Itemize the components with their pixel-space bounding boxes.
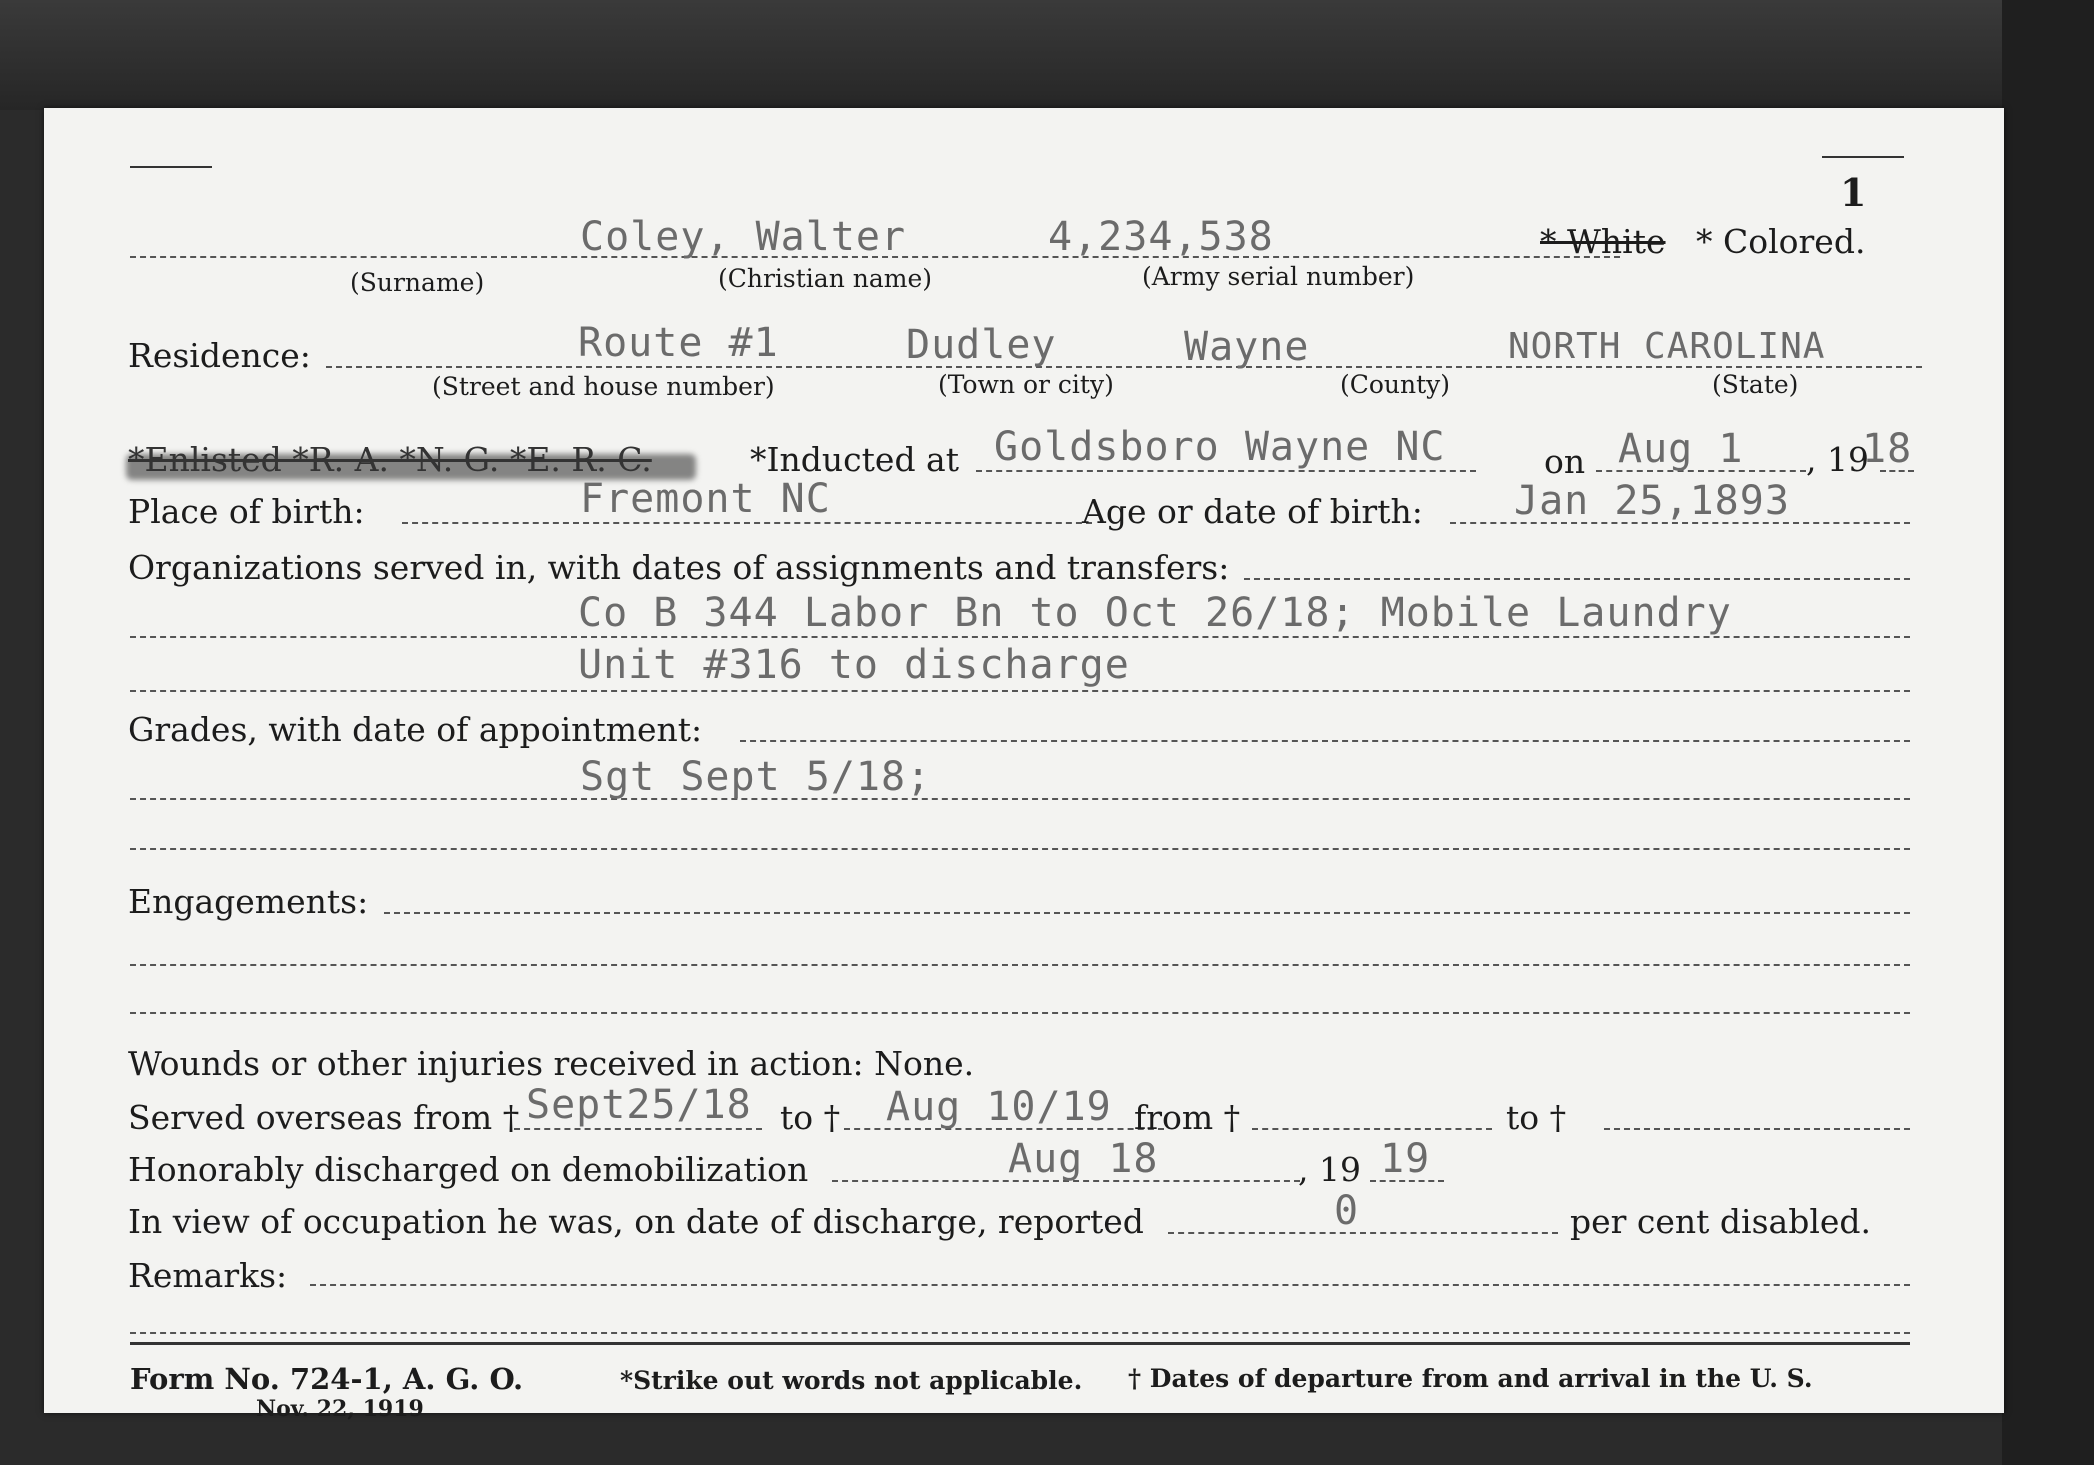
state-caption: (State) xyxy=(1712,370,1799,399)
place-of-birth-line xyxy=(402,522,1092,524)
serial-caption: (Army serial number) xyxy=(1142,262,1415,291)
overseas-from-value: Sept25/18 xyxy=(526,1082,752,1128)
discharge-date-value: Aug 18 xyxy=(1008,1136,1159,1182)
street-caption: (Street and house number) xyxy=(432,372,775,401)
residence-state: NORTH CAROLINA xyxy=(1508,326,1826,367)
form-number: Form No. 724-1, A. G. O. xyxy=(130,1362,524,1396)
service-record-card xyxy=(44,108,2004,1422)
inducted-line xyxy=(976,470,1476,472)
name-value: Coley, Walter xyxy=(580,214,907,260)
town-caption: (Town or city) xyxy=(938,370,1114,399)
overseas-to2-line xyxy=(1604,1128,1910,1130)
remarks-line-1 xyxy=(130,1332,1910,1334)
engagements-label: Engagements: xyxy=(128,882,369,921)
grades-label: Grades, with date of appointment: xyxy=(128,710,703,749)
place-of-birth-label: Place of birth: xyxy=(128,492,365,531)
enlisted-options: *Enlisted *R. A. *N. G. *E. R. C. xyxy=(128,440,652,479)
wounds-text: Wounds or other injuries received in action: None. xyxy=(128,1044,975,1083)
organizations-line-2 xyxy=(130,690,1910,692)
organizations-value-2: Unit #316 to discharge xyxy=(578,642,1130,688)
inducted-on-value: Aug 1 xyxy=(1618,426,1744,472)
overseas-from-line xyxy=(514,1128,762,1130)
colored-option: * Colored. xyxy=(1696,222,1866,261)
engagements-line-1 xyxy=(130,964,1910,966)
scanner-background-top xyxy=(0,0,2094,110)
disability-line xyxy=(1168,1232,1558,1234)
grades-line-0 xyxy=(740,740,1910,742)
grades-value-1: Sgt Sept 5/18; xyxy=(580,754,932,800)
overseas-to-label: to † xyxy=(780,1098,841,1137)
county-caption: (County) xyxy=(1340,370,1451,399)
christian-caption: (Christian name) xyxy=(718,264,933,293)
scanner-background-right xyxy=(2002,0,2094,1465)
disability-value: 0 xyxy=(1334,1188,1360,1234)
organizations-value-1: Co B 344 Labor Bn to Oct 26/18; Mobile Laundry xyxy=(578,590,1732,636)
organizations-line-1 xyxy=(130,636,1910,638)
inducted-year-prefix: , 19 xyxy=(1806,440,1869,479)
disability-label: In view of occupation he was, on date of discharge, reported xyxy=(128,1202,1144,1241)
residence-county: Wayne xyxy=(1184,324,1310,370)
footer-rule xyxy=(130,1342,1910,1345)
overseas-from2-line xyxy=(1252,1128,1492,1130)
inducted-at-value: Goldsboro Wayne NC xyxy=(994,424,1446,470)
disability-suffix: per cent disabled. xyxy=(1570,1202,1872,1241)
residence-label: Residence: xyxy=(128,336,311,375)
discharge-year-prefix: , 19 xyxy=(1298,1150,1361,1189)
serial-value: 4,234,538 xyxy=(1048,214,1274,260)
date-of-birth-value: Jan 25,1893 xyxy=(1514,478,1790,524)
strike-note: *Strike out words not applicable. xyxy=(620,1366,1083,1395)
place-of-birth-value: Fremont NC xyxy=(580,476,831,522)
grades-line-2 xyxy=(130,848,1910,850)
discharge-label: Honorably discharged on demobilization xyxy=(128,1150,809,1189)
residence-town: Dudley xyxy=(906,322,1057,368)
overseas-from2-label: from † xyxy=(1134,1098,1241,1137)
residence-street: Route #1 xyxy=(578,320,779,366)
engagements-line-0 xyxy=(384,912,1910,914)
top-left-rule xyxy=(130,166,212,168)
age-label: Age or date of birth: xyxy=(1082,492,1423,531)
overseas-from-label: Served overseas from † xyxy=(128,1098,520,1137)
overseas-to2-label: to † xyxy=(1506,1098,1567,1137)
top-right-rule xyxy=(1822,156,1904,158)
dates-note: † Dates of departure from and arrival in the U. S. xyxy=(1128,1364,1813,1393)
organizations-line-0 xyxy=(1244,578,1910,580)
overseas-to-value: Aug 10/19 xyxy=(886,1084,1112,1130)
grades-line-1 xyxy=(130,798,1910,800)
inducted-year-value: 18 xyxy=(1862,426,1913,472)
white-option: * White xyxy=(1540,222,1666,261)
surname-caption: (Surname) xyxy=(350,268,485,297)
card-number: 1 xyxy=(1840,170,1867,215)
remarks-label: Remarks: xyxy=(128,1256,288,1295)
discharge-year-value: 19 xyxy=(1380,1136,1431,1182)
organizations-label: Organizations served in, with dates of assignments and transfers: xyxy=(128,548,1230,587)
on-label: on xyxy=(1544,442,1586,481)
remarks-line-0 xyxy=(310,1284,1910,1286)
inducted-label: *Inducted at xyxy=(750,440,959,479)
form-date: Nov. 22, 1919 xyxy=(256,1396,424,1422)
engagements-line-2 xyxy=(130,1012,1910,1014)
